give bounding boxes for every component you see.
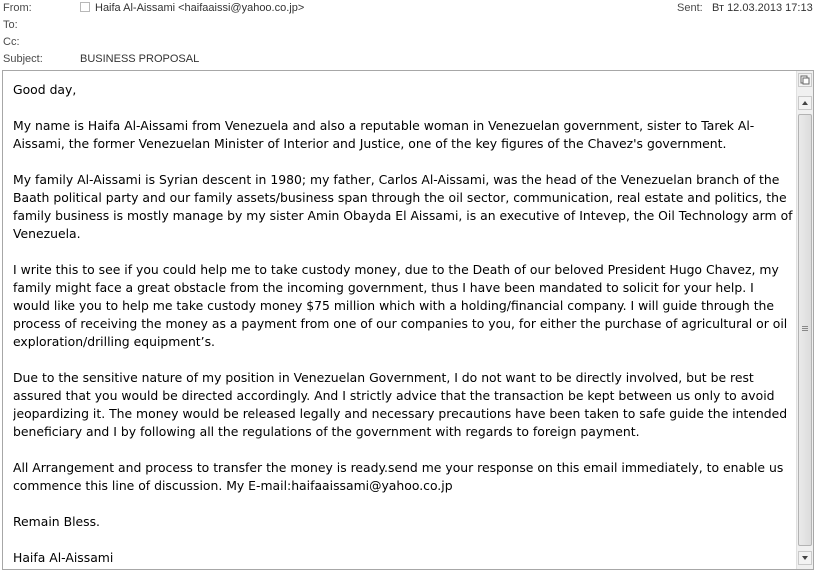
view-options-button[interactable]: [798, 73, 812, 87]
thumb-grip-line: [802, 326, 808, 327]
message-paragraph: Due to the sensitive nature of my position in Venezuelan Government, I do not want to be directly involved, but be rest assured that you would be directed accordingly. And I strictly advice that the transaction be kept between us only to avoid jeopardizing it. The money would be released legally and necessary precautions have been taken to safe guide the intended beneficiary and I by following all the regulations of the government with regards to foreign payment.: [13, 370, 788, 439]
thumb-grip-line: [802, 328, 808, 329]
sender-address[interactable]: Haifa Al-Aissami <haifaaissi@yahoo.co.jp>: [95, 2, 305, 14]
message-body-pane[interactable]: [2, 70, 814, 570]
message-paragraph: I write this to see if you could help me to take custody money, due to the Death of our beloved President Hugo Chavez, my family might face a great obstacle from the incoming government, thus I have been mandated to solicit for your help. I would like you to help me take custody money $75 million which with a holding/financial company. I will guide through the process of receiving the money as a payment from one of our companies to you, for either the purchase of agricultural or oil exploration/drilling equipment’s.: [13, 262, 788, 349]
contact-status-icon: [80, 2, 90, 12]
sent-value: Вт 12.03.2013 17:13: [712, 2, 813, 14]
subject-row: [0, 51, 816, 68]
arrow-down-icon: [801, 555, 809, 561]
scroll-down-button[interactable]: [798, 551, 812, 565]
message-paragraph: My family Al-Aissami is Syrian descent in 1980; my father, Carlos Al-Aissami, was the head of the Venezuelan branch of the Baath political party and our family assets/business span through the oil sector, communication, real estate and politics, the family business is mostly manage by my sister Amin Obayda El Aissami, is an executive of Intevep, the Oil Technology arm of Venezuela.: [13, 172, 793, 241]
from-value[interactable]: [80, 2, 304, 14]
arrow-up-icon: [801, 100, 809, 106]
message-closing: Remain Bless.: [13, 514, 100, 529]
message-signature: Haifa Al-Aissami: [13, 550, 114, 565]
message-header: [0, 0, 816, 70]
subject-label: Subject:: [3, 53, 43, 65]
to-label: To:: [3, 19, 18, 31]
cc-row: [0, 34, 816, 51]
thumb-grip-line: [802, 330, 808, 331]
scroll-thumb[interactable]: [798, 114, 812, 546]
page-view-icon: [800, 75, 810, 85]
scroll-up-button[interactable]: [798, 96, 812, 110]
to-row: [0, 17, 816, 34]
message-paragraph: My name is Haifa Al-Aissami from Venezuela and also a reputable woman in Venezuelan government, sister to Tarek Al-Aissami, the former Venezuelan Minister of Interior and Justice, one of the key figures of the Chavez's government.: [13, 118, 755, 151]
message-body[interactable]: [13, 81, 793, 569]
sent-label: Sent:: [677, 2, 703, 14]
subject-value: BUSINESS PROPOSAL: [80, 53, 200, 65]
vertical-scrollbar[interactable]: [796, 71, 813, 569]
message-greeting: Good day,: [13, 82, 77, 97]
from-row: [0, 0, 816, 17]
message-paragraph: All Arrangement and process to transfer the money is ready.send me your response on this email immediately, to enable us commence this line of discussion. My E-mail:haifaaissami@yahoo.co.jp: [13, 460, 784, 493]
from-label: From:: [3, 2, 32, 14]
cc-label: Cc:: [3, 36, 20, 48]
